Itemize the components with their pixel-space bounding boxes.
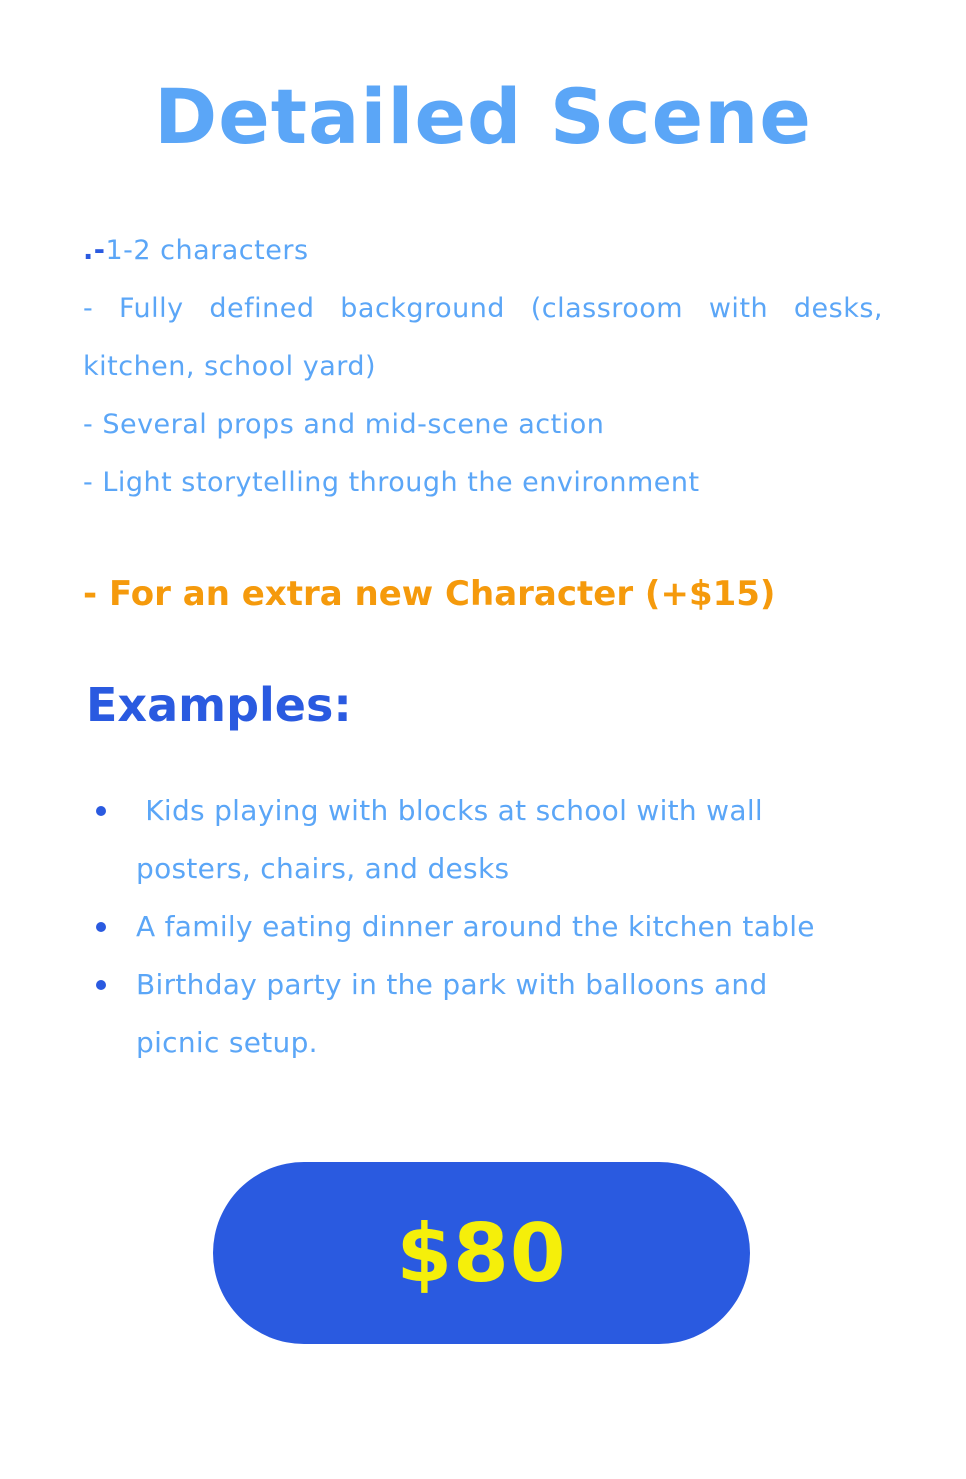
price-badge xyxy=(213,1162,750,1344)
bullet-icon xyxy=(96,806,106,816)
bullet-icon xyxy=(96,922,106,932)
list-item xyxy=(90,956,850,1072)
bullet-icon xyxy=(96,980,106,990)
examples-heading: Examples: xyxy=(86,678,352,732)
feature-item: - Several props and mid-scene action xyxy=(83,409,605,440)
feature-text: 1-2 characters xyxy=(105,235,309,266)
page-title: Detailed Scene xyxy=(154,72,812,161)
list-item xyxy=(90,782,850,898)
feature-item xyxy=(83,222,883,280)
feature-item: - Light storytelling through the environment xyxy=(83,467,700,498)
example-text: Birthday party in the park with balloons and picnic setup. xyxy=(136,968,768,1059)
feature-item: - Fully defined background (classroom with desks, xyxy=(83,293,883,324)
example-text: A family eating dinner around the kitchen table xyxy=(136,910,815,943)
feature-list xyxy=(83,222,883,512)
feature-prefix: .- xyxy=(83,235,106,266)
price-value: $80 xyxy=(396,1206,567,1300)
list-item xyxy=(90,898,850,956)
examples-list xyxy=(90,782,850,1072)
extra-character-note: - For an extra new Character (+$15) xyxy=(83,574,776,614)
example-text: Kids playing with blocks at school with wall posters, chairs, and desks xyxy=(136,794,773,885)
feature-item: kitchen, school yard) xyxy=(83,351,377,382)
